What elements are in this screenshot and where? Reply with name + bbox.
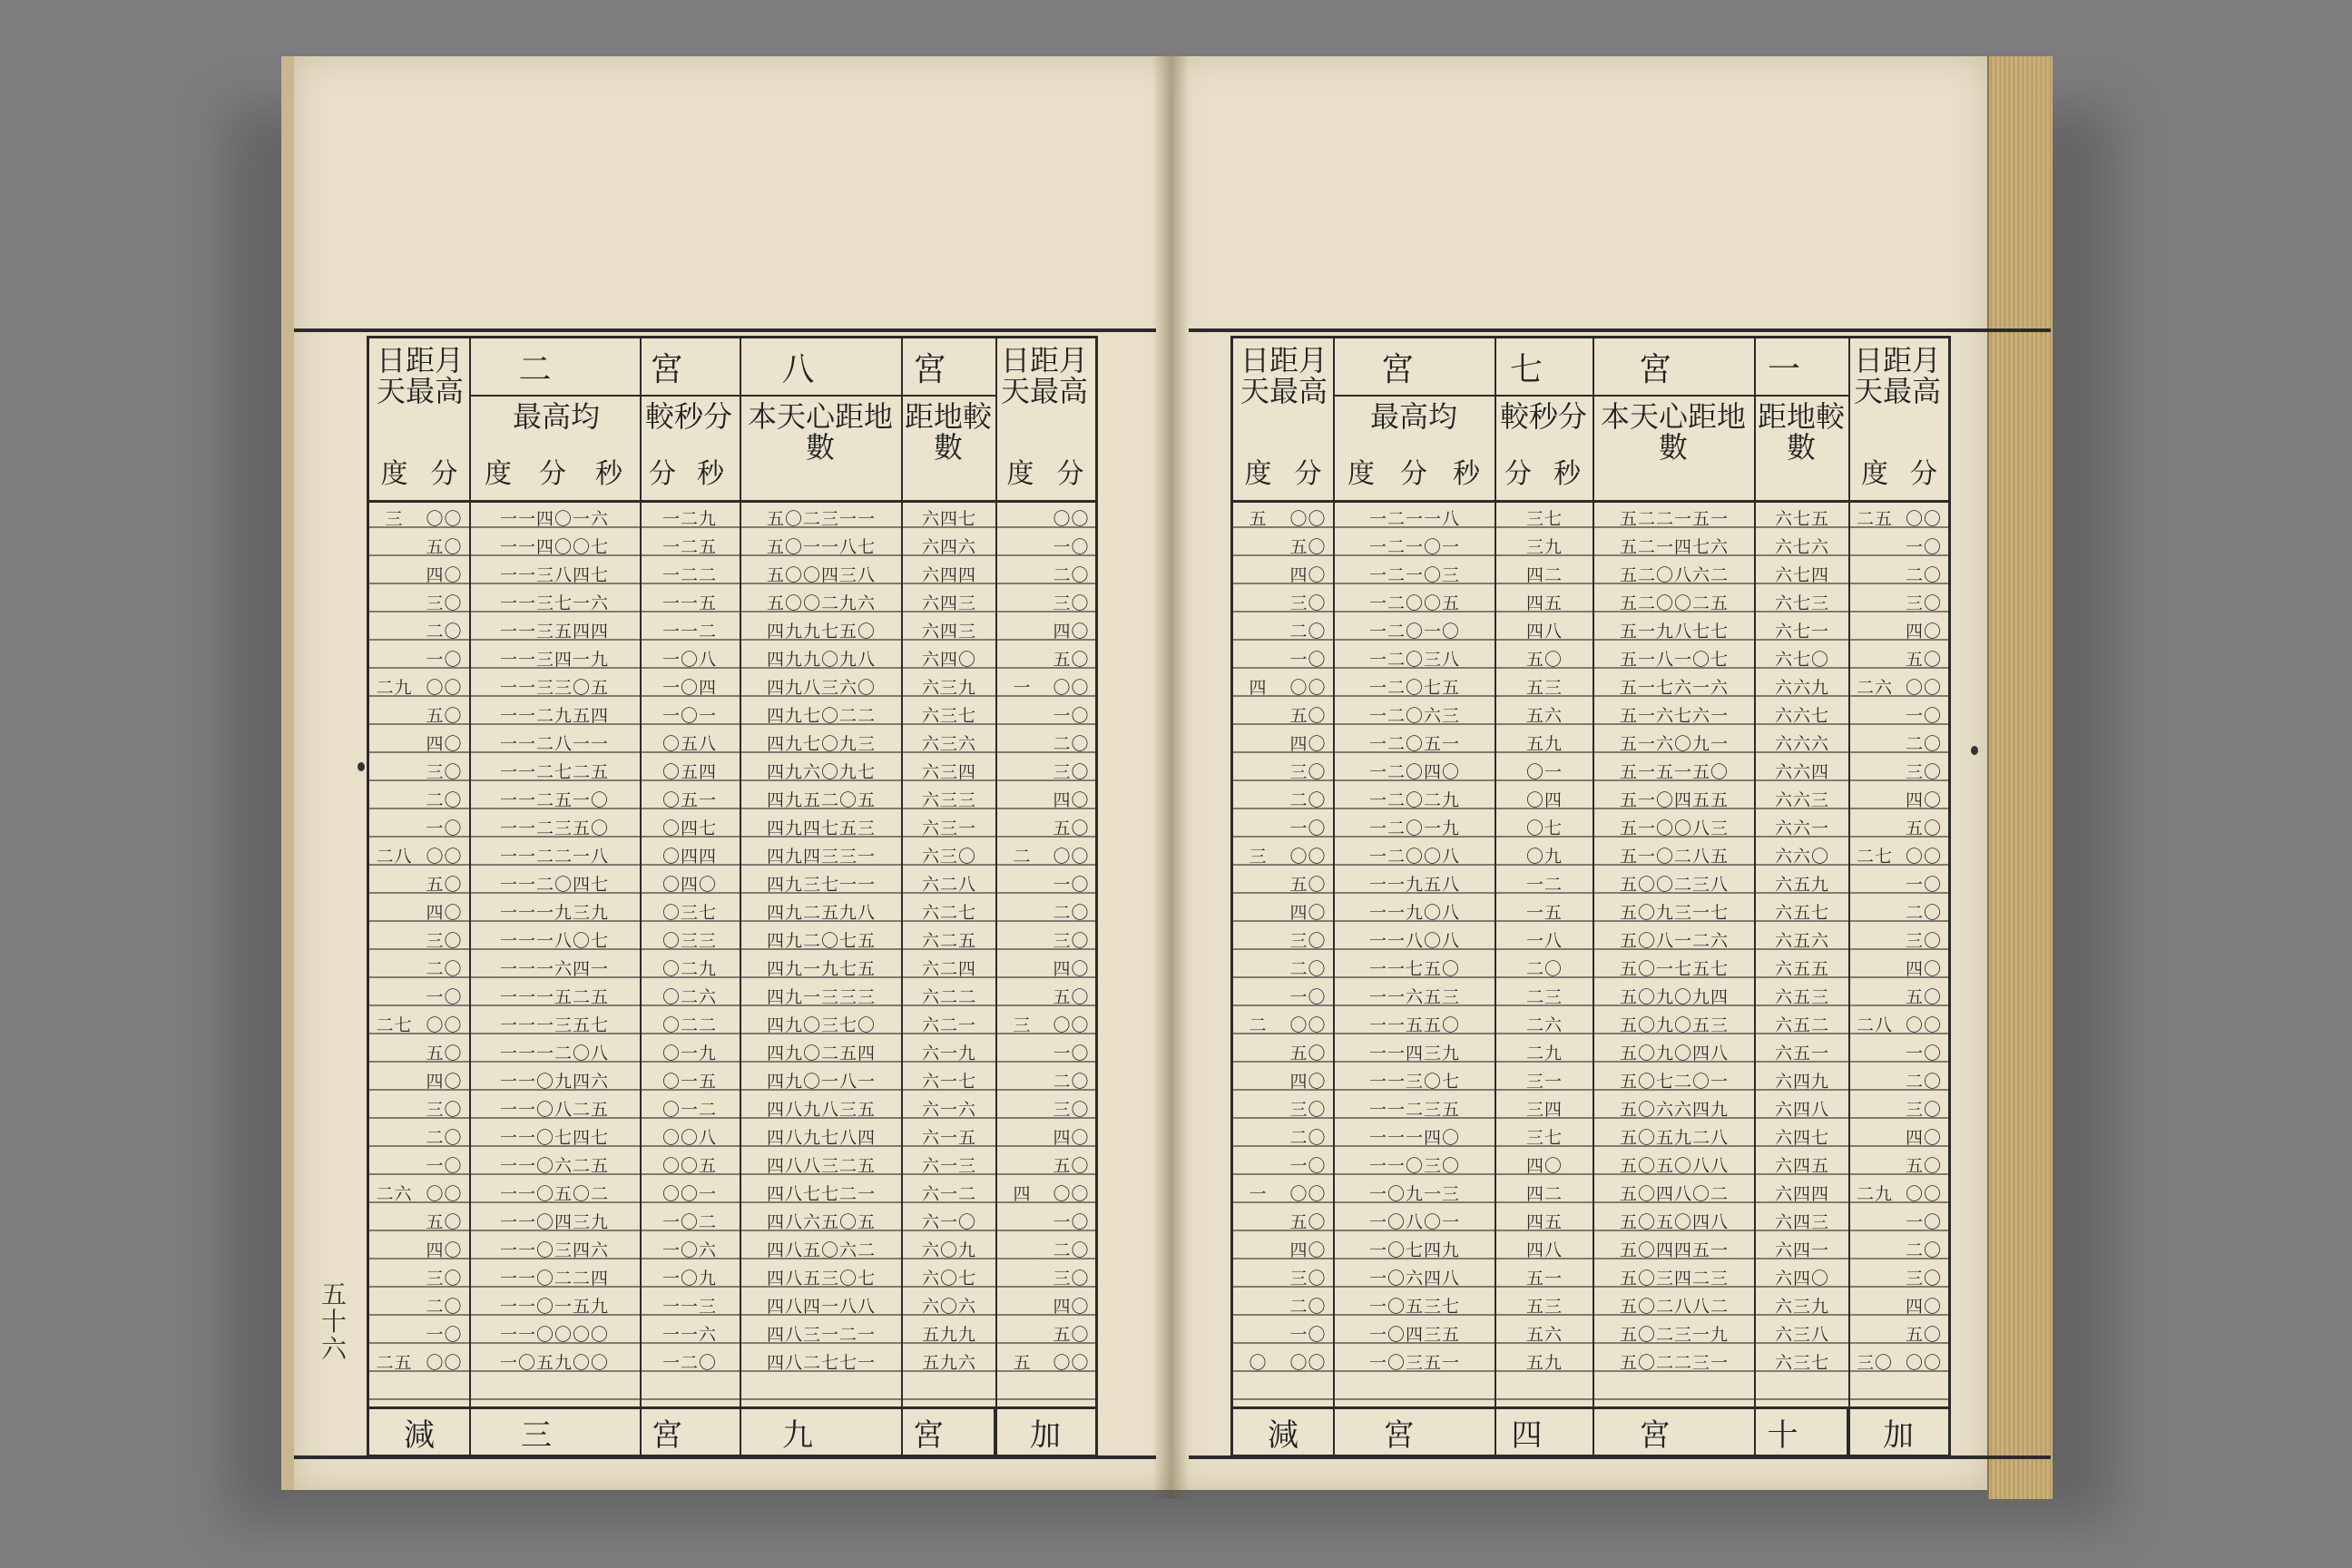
right-degree-col: 五 四 三 二 一 〇: [1249, 509, 1268, 1373]
left-table-header: [369, 338, 1095, 503]
left-unit-9: 分: [1056, 458, 1084, 490]
right-footer-4: 宮: [1639, 1416, 1671, 1454]
right-caption-2: 七: [1509, 350, 1543, 388]
left-degree-col: 三 二九 二八 二七 二六 二五: [376, 509, 413, 1373]
right-table: [1230, 336, 1951, 1457]
left-table: [367, 336, 1098, 1457]
left-table-footer: [369, 1406, 1095, 1455]
open-book: [281, 56, 2087, 1499]
left-degree-col-2: 一 二 三 四 五: [1013, 678, 1032, 1373]
right-footer-2: 宮: [1383, 1416, 1415, 1454]
right-unit-7: 秒: [1553, 458, 1581, 490]
left-footer-5: 宮: [913, 1416, 944, 1454]
left-header-col6: 日距月天最高: [1001, 343, 1089, 408]
folio-number: 五十六: [320, 1279, 347, 1364]
right-minute-col-2: 〇〇 一〇 二〇 三〇 四〇 五〇 〇〇 一〇 二〇 三〇 四〇 五〇 〇〇 一〇 二〇 三〇 四〇 五〇 〇〇 一〇 二〇 三〇 四〇 五〇 〇〇 一〇 二〇 三〇 四〇 五〇 〇〇: [1905, 509, 1942, 1373]
left-caption-4: 宮: [913, 350, 946, 388]
left-unit-1: 度: [380, 458, 408, 490]
left-footer-4: 九: [782, 1416, 813, 1454]
left-unit-8: 度: [1006, 458, 1034, 490]
left-header-col1: 日距月天最高: [377, 343, 465, 408]
left-header-col2: 距地較數: [905, 399, 993, 465]
right-max-col: 一二一一八 一二一〇一 一二一〇三 一二〇〇五 一二〇一〇 一二〇三八 一二〇七五 一二〇六三 一二〇五一 一二〇四〇 一二〇二九 一二〇一九 一二〇〇八 一一九五八 一一九〇八 一一八〇八 一一七五〇 一一六五三 一一五五〇 一一四三九 一一三〇七 一一二三五 一一一四〇 一一〇三〇 一〇九一三 一〇八〇一 一〇七四九 一〇六四八 一〇五三七 一〇四三五 一〇三五一: [1368, 509, 1460, 1373]
left-caption: [469, 338, 995, 397]
right-unit-4: 分: [1400, 458, 1427, 490]
right-caption-4: 一: [1767, 350, 1800, 388]
left-unit-6: 分: [649, 458, 676, 490]
right-degree-col-2: 二五 二六 二七 二八 二九 三〇: [1856, 509, 1893, 1373]
right-header-col4: 本天心距地數: [1600, 399, 1746, 465]
right-earth-dist-col: 六七五 六七六 六七四 六七三 六七一 六七〇 六六九 六六七 六六六 六六四 六六三 六六一 六六〇 六五九 六五七 六五六 六五五 六五三 六五二 六五一 六四九 六四八 六四七 六四五 六四四 六四三 六四一 六四〇 六三九 六三八 六三七: [1774, 509, 1829, 1373]
right-header-col2: 最高均: [1369, 399, 1457, 434]
right-unit-6: 分: [1504, 458, 1532, 490]
left-unit-5: 秒: [595, 458, 622, 490]
left-top-rule: [294, 328, 1156, 332]
left-unit-3: 度: [485, 458, 512, 490]
left-center-dist-col: 五〇二三一一 五〇一一八七 五〇〇四三八 五〇〇二九六 四九九七五〇 四九九〇九八 四九八三六〇 四九七〇二二 四九七〇九三 四九六〇九七 四九五二〇五 四九四七五三 四九四三三一 四九三七一一 四九二五九八 四九二〇七五 四九一九七五 四九一三三三 四九〇三七〇 四九〇二五四 四九〇一八一 四八九八三五 四八九七八四 四八八三二五 四八七七二一 四八六五〇五 四八五〇六二 四八五三〇七 四八四一八八 四八三一二一 四八二七七一: [766, 509, 876, 1373]
left-footer-subtract: 減: [404, 1416, 435, 1454]
left-footer-add: 加: [1030, 1416, 1061, 1454]
right-caption-1: 宮: [1380, 350, 1414, 388]
right-unit-3: 度: [1348, 458, 1375, 490]
left-footer-3: 宮: [652, 1416, 682, 1454]
right-unit-8: 度: [1861, 458, 1888, 490]
left-max-col: 一一四〇一六 一一四〇〇七 一一三八四七 一一三七一六 一一三五四四 一一三四一九 一一三三〇五 一一二九五四 一一二八一一 一一二七二五 一一二五一〇 一一二三五〇 一一二二一八 一一二〇四七 一一一九三九 一一一八〇七 一一一六四一 一一一五二五 一一一三五七 一一一二〇八 一一〇九四六 一一〇八二五 一一〇七四七 一一〇六二五 一一〇五〇二 一一〇四三九 一一〇三四六 一一〇二二四 一一〇一五九 一一〇〇〇〇 一〇五九〇〇: [499, 509, 609, 1373]
right-unit-1: 度: [1244, 458, 1272, 490]
right-unit-5: 秒: [1453, 458, 1480, 490]
left-minute-col-2: 〇〇 一〇 二〇 三〇 四〇 五〇 〇〇 一〇 二〇 三〇 四〇 五〇 〇〇 一〇 二〇 三〇 四〇 五〇 〇〇 一〇 二〇 三〇 四〇 五〇 〇〇 一〇 二〇 三〇 四〇 五〇 〇〇: [1053, 509, 1090, 1373]
right-header-col1: 日距月天最高: [1240, 343, 1328, 408]
right-header-col6: 日距月天最高: [1854, 343, 1942, 408]
left-table-body: [369, 500, 1095, 1409]
left-header-col5: 最高均: [512, 399, 600, 434]
right-top-rule: [1189, 328, 2051, 332]
right-table-header: [1233, 338, 1948, 503]
left-footer-2: 三: [521, 1416, 552, 1454]
right-unit-9: 分: [1910, 458, 1937, 490]
left-earth-dist-col: 六四七 六四六 六四四 六四三 六四三 六四〇 六三九 六三七 六三六 六三四 六三三 六三一 六三〇 六二八 六二七 六二五 六二四 六二二 六二一 六一九 六一七 六一六 六一五 六一三 六一二 六一〇 六〇九 六〇七 六〇六 五九九 五九六: [921, 509, 976, 1373]
ink-dot-right: [1971, 746, 1978, 755]
left-diff-col: 一二九 一二五 一二二 一一五 一一二 一〇八 一〇四 一〇一 〇五八 〇五四 〇五一 〇四七 〇四四 〇四〇 〇三七 〇三三 〇二九 〇二六 〇二二 〇一九 〇一五 〇一二 〇〇八 〇〇五 〇〇一 一〇二 一〇六 一〇九 一一三 一一六 一二〇: [662, 509, 717, 1373]
left-minute-col: 〇〇 五〇 四〇 三〇 二〇 一〇 〇〇 五〇 四〇 三〇 二〇 一〇 〇〇 五〇 四〇 三〇 二〇 一〇 〇〇 五〇 四〇 三〇 二〇 一〇 〇〇 五〇 四〇 三〇 二〇 一〇 〇〇: [426, 509, 463, 1373]
right-center-dist-col: 五二二一五一 五二一四七六 五二〇八六二 五二〇〇二五 五一九八七七 五一八一〇七 五一七六一六 五一六七六一 五一六〇九一 五一五一五〇 五一〇四五五 五一〇〇八三 五一〇二八五 五〇〇二三八 五〇九三一七 五〇八一二六 五〇一七五七 五〇九〇九四 五〇九〇五三 五〇九〇四八 五〇七二〇一 五〇六六四九 五〇五九二八 五〇五〇八八 五〇四八〇二 五〇五〇四八 五〇四四五一 五〇三四二三 五〇二八八二 五〇二三一九 五〇二二三一: [1619, 509, 1729, 1373]
right-footer-add: 加: [1883, 1416, 1914, 1454]
left-caption-2: 宮: [650, 350, 683, 388]
right-diff-col: 三七 三九 四二 四五 四八 五〇 五三 五六 五九 〇一 〇四 〇七 〇九 一二 一五 一八 二〇 二三 二六 二九 三一 三四 三七 四〇 四二 四五 四八 五一 五三 五六 五九: [1525, 509, 1563, 1373]
left-caption-3: 八: [781, 350, 815, 388]
right-table-body: [1233, 500, 1948, 1409]
left-caption-1: 二: [518, 350, 552, 388]
ink-dot-left: [358, 762, 365, 771]
left-unit-4: 分: [539, 458, 566, 490]
left-unit-7: 秒: [697, 458, 724, 490]
right-header-col3: 較秒分: [1499, 399, 1587, 434]
right-caption: [1333, 338, 1848, 397]
book-gutter: [1152, 56, 1189, 1499]
right-caption-3: 宮: [1638, 350, 1671, 388]
right-table-footer: [1233, 1406, 1948, 1455]
left-unit-2: 分: [430, 458, 458, 490]
right-footer-subtract: 減: [1268, 1416, 1298, 1454]
right-footer-5: 十: [1767, 1416, 1798, 1454]
right-unit-2: 分: [1294, 458, 1322, 490]
page-edges: [1987, 56, 2053, 1499]
right-header-col5: 距地較數: [1758, 399, 1846, 465]
right-minute-col: 〇〇 五〇 四〇 三〇 二〇 一〇 〇〇 五〇 四〇 三〇 二〇 一〇 〇〇 五〇 四〇 三〇 二〇 一〇 〇〇 五〇 四〇 三〇 二〇 一〇 〇〇 五〇 四〇 三〇 二〇 一〇 〇〇: [1289, 509, 1327, 1373]
right-footer-3: 四: [1511, 1416, 1543, 1454]
left-header-col3: 本天心距地數: [747, 399, 893, 465]
left-header-col4: 較秒分: [644, 399, 732, 434]
